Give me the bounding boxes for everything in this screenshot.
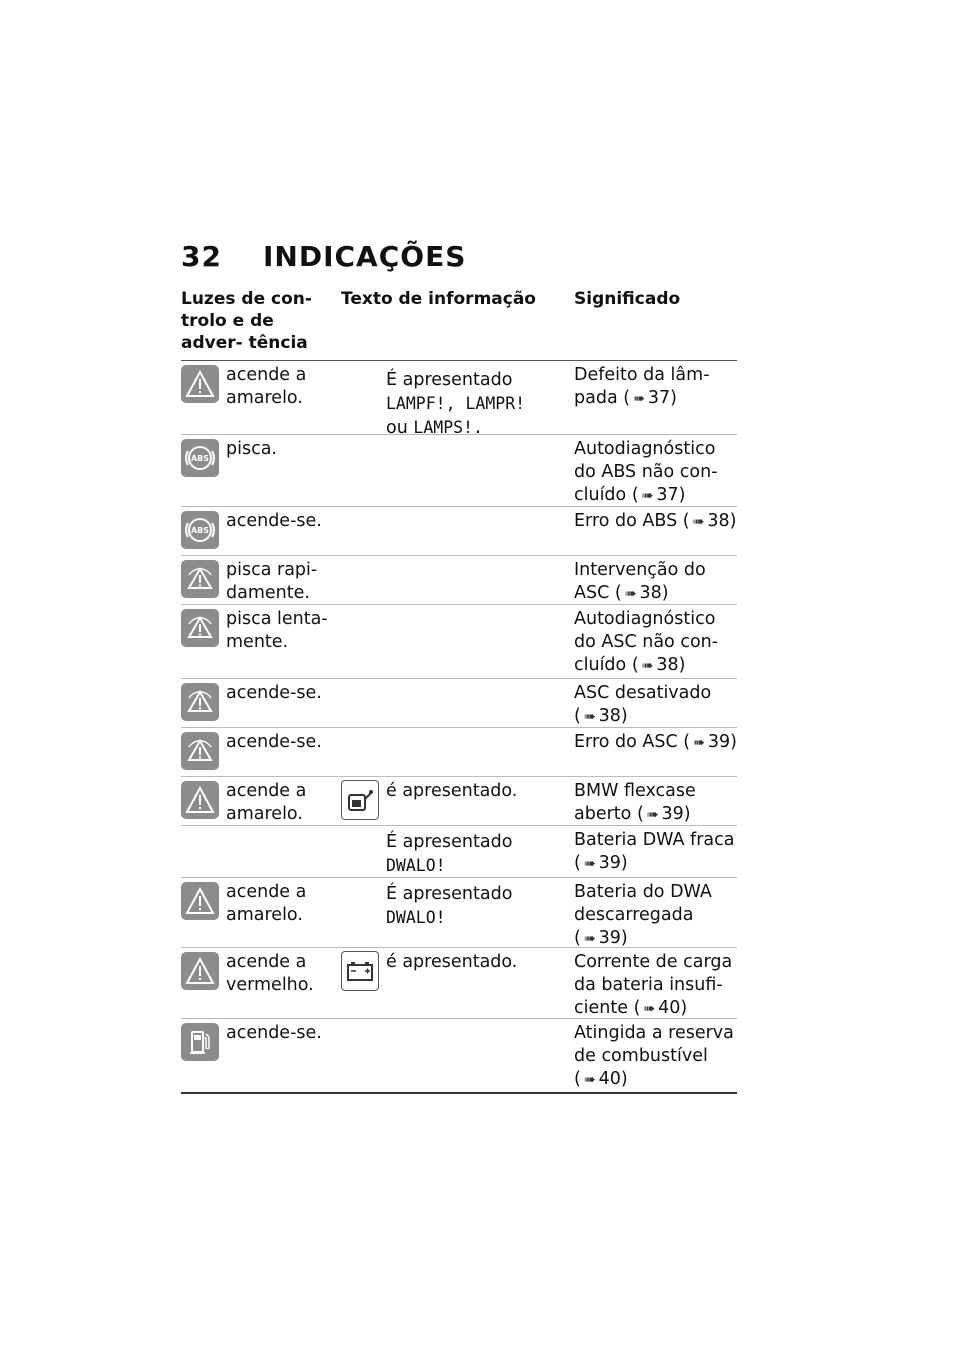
battery-icon — [341, 951, 379, 991]
page-header — [181, 240, 466, 273]
table-row — [181, 605, 737, 679]
light-state: pisca lenta- mente. — [226, 609, 328, 652]
indicator-table — [181, 288, 737, 1094]
light-state: pisca. — [226, 439, 277, 459]
reference-arrow-icon: ➠ — [646, 807, 659, 823]
table-row — [181, 777, 737, 826]
meaning: Erro do ABS ( ➠ 38) — [574, 510, 737, 551]
reference-arrow-icon: ➠ — [583, 709, 596, 725]
reference-arrow-icon: ➠ — [583, 856, 596, 872]
table-row — [181, 948, 737, 1019]
meaning: Autodiagnóstico do ABS não con- cluído ( ➠ 37) — [574, 438, 737, 502]
asc-warning-icon — [181, 609, 219, 647]
light-state: acende a amarelo. — [226, 365, 307, 408]
table-header — [181, 288, 737, 361]
table-row — [181, 1019, 737, 1094]
reference-arrow-icon: ➠ — [583, 1072, 596, 1088]
meaning: Intervenção do ASC ( ➠ 38) — [574, 559, 737, 600]
warning-triangle-icon — [181, 365, 219, 403]
meaning: Corrente de carga da bateria insufi- ciente ( ➠ 40) — [574, 951, 737, 1014]
meaning: Bateria DWA fraca ( ➠ 39) — [574, 829, 737, 873]
fuel-pump-icon — [181, 1023, 219, 1061]
table-row — [181, 507, 737, 556]
asc-warning-icon — [181, 683, 219, 721]
reference-arrow-icon: ➠ — [692, 514, 705, 530]
abs-warning-icon — [181, 511, 219, 549]
light-state: acende a vermelho. — [226, 952, 314, 995]
reference-arrow-icon: ➠ — [624, 586, 637, 602]
info-text: É apresentado LAMPF!, LAMPR! ou LAMPS!. — [386, 370, 526, 438]
header-meaning: Significado — [574, 289, 681, 309]
meaning: Bateria do DWA descarregada ( ➠ 39) — [574, 881, 737, 943]
light-state: acende a amarelo. — [226, 882, 307, 925]
flexcase-icon — [341, 780, 379, 820]
light-state: acende-se. — [226, 511, 322, 531]
reference-arrow-icon: ➠ — [641, 658, 654, 674]
light-state: pisca rapi- damente. — [226, 560, 318, 603]
light-state: acende-se. — [226, 683, 322, 703]
meaning: ASC desativado ( ➠ 38) — [574, 682, 737, 723]
svg-text:ABS: ABS — [190, 526, 210, 535]
reference-arrow-icon: ➠ — [643, 1001, 656, 1017]
info-text: é apresentado. — [386, 952, 518, 972]
info-text: é apresentado. — [386, 781, 518, 801]
warning-triangle-icon — [181, 952, 219, 990]
warning-triangle-icon — [181, 781, 219, 819]
meaning: Atingida a reserva de combustível ( ➠ 40) — [574, 1022, 737, 1088]
info-text: É apresentado DWALO! — [386, 884, 513, 927]
reference-arrow-icon: ➠ — [583, 931, 596, 947]
table-row — [181, 728, 737, 777]
light-state: acende-se. — [226, 732, 322, 752]
svg-text:ABS: ABS — [190, 454, 210, 463]
table-row — [181, 556, 737, 605]
asc-warning-icon — [181, 732, 219, 770]
table-row — [181, 361, 737, 438]
meaning: Defeito da lâm- pada ( ➠ 37) — [574, 364, 737, 430]
reference-arrow-icon: ➠ — [641, 488, 654, 504]
light-state: acende-se. — [226, 1023, 322, 1043]
table-row — [181, 679, 737, 728]
header-info: Texto de informação — [341, 289, 536, 309]
reference-arrow-icon: ➠ — [693, 735, 705, 751]
meaning: Autodiagnóstico do ASC não con- cluído ( ➠ 38) — [574, 608, 737, 674]
meaning: Erro do ASC ( ➠ 39) — [574, 731, 737, 772]
table-row — [181, 826, 737, 878]
asc-warning-icon — [181, 560, 219, 598]
info-text: É apresentado DWALO! — [386, 832, 513, 875]
meaning: BMW flexcase aberto ( ➠ 39) — [574, 780, 737, 821]
light-state: acende a amarelo. — [226, 781, 307, 824]
warning-triangle-icon — [181, 882, 219, 920]
abs-warning-icon — [181, 439, 219, 477]
table-row — [181, 435, 737, 507]
page-title: INDICAÇÕES — [263, 240, 467, 273]
table-row — [181, 878, 737, 948]
reference-arrow-icon: ➠ — [633, 391, 645, 407]
page-number: 32 — [181, 240, 222, 273]
header-lights: Luzes de con- trolo e de adver- tência — [181, 289, 312, 353]
